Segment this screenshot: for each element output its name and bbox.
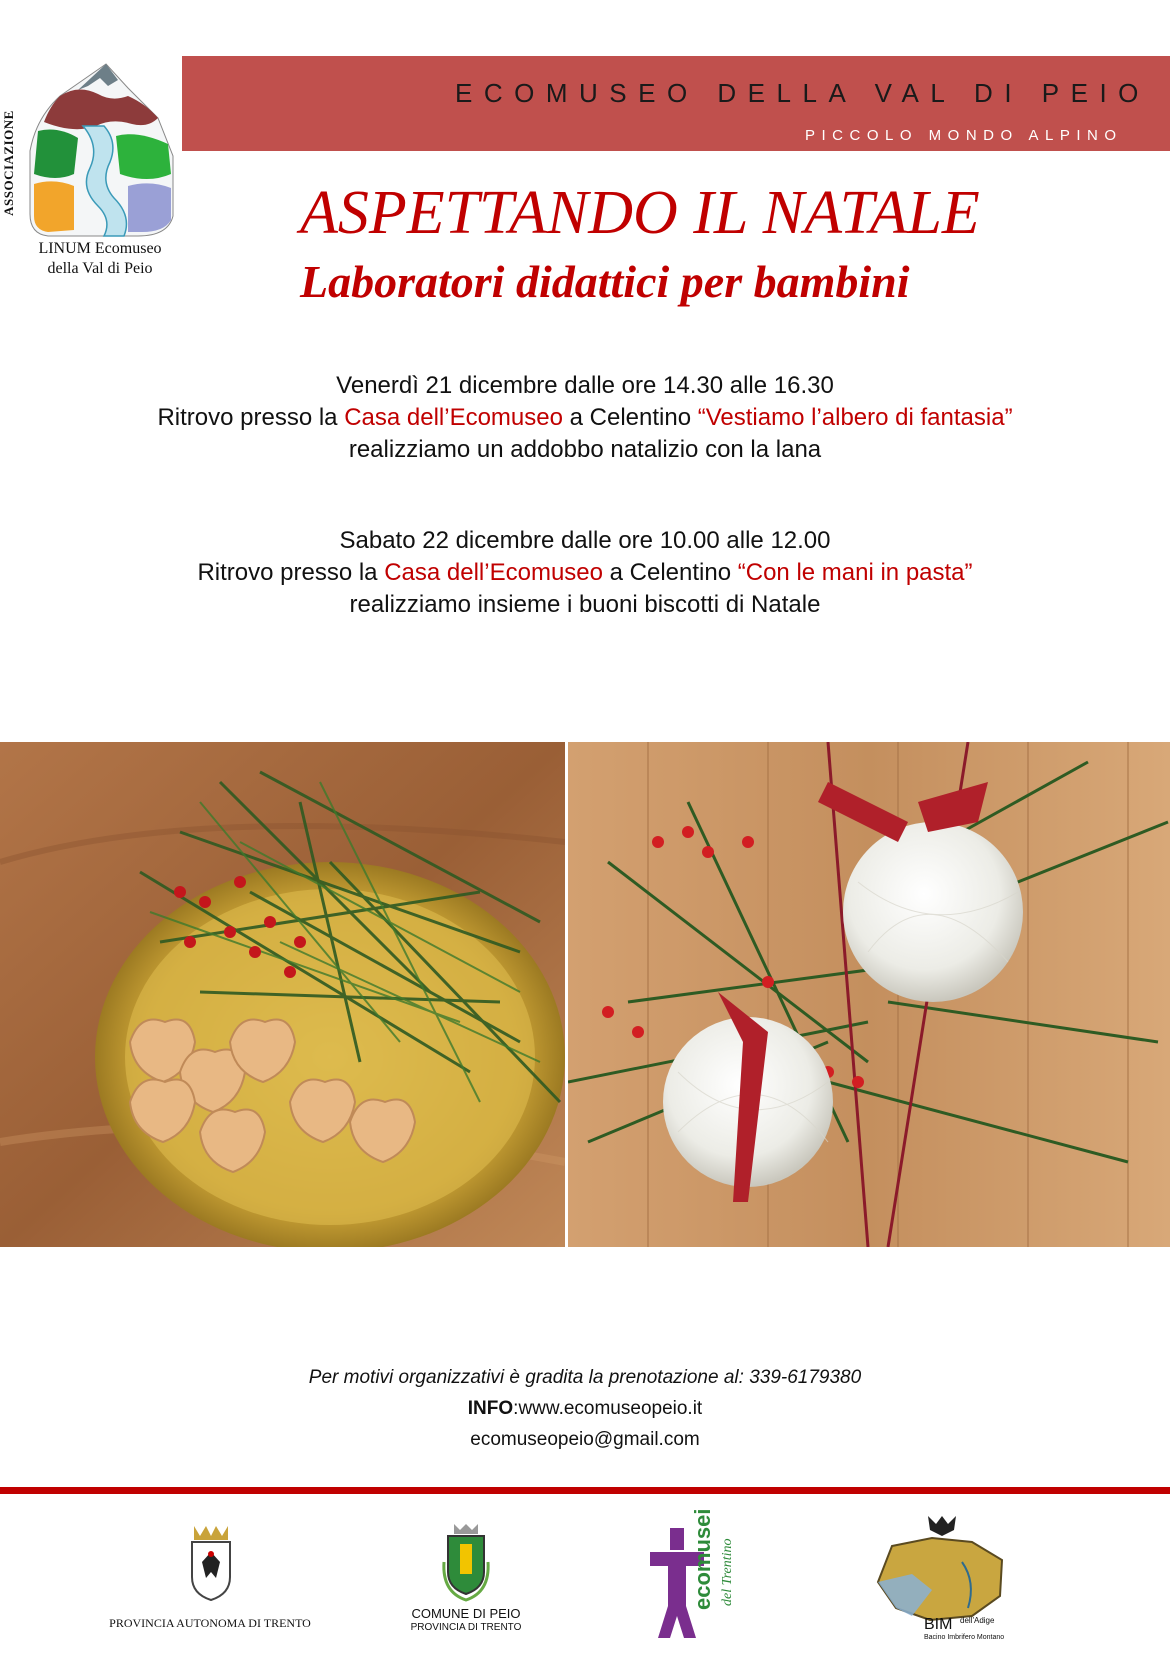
sponsor-3-caption2: del Trentino [720,1538,735,1606]
event-2-activity: “Con le mani in pasta” [737,559,973,586]
sponsor-1-caption: PROVINCIA AUTONOMA DI TRENTO [109,1616,311,1630]
email-text[interactable]: ecomuseopeio@gmail.com [470,1429,700,1450]
event-2-meet-mid: a Celentino [602,559,738,586]
bim-map-logo-icon [872,1512,1012,1632]
main-title: ASPETTANDO IL NATALE [300,179,980,247]
sponsor-4-caption: BIM [924,1616,953,1633]
event-1-date: Venerdì 21 dicembre dalle ore 14.30 alle 16.30 [336,372,834,399]
header-subtitle: PICCOLO MONDO ALPINO [805,127,1123,144]
event-2-description: realizziamo insieme i buoni biscotti di Natale [349,591,821,618]
sponsor-2-caption: COMUNE DI PEIO [411,1606,521,1621]
event-1-description: realizziamo un addobbo natalizio con la lana [348,436,822,463]
logo-text-line2: della Val di Peio [47,260,153,277]
footer-divider [0,1487,1170,1494]
info-line [0,1398,1170,1420]
event-2-place: Casa dell’Ecomuseo [384,559,603,586]
sponsor-4-caption2: dell'Adige [960,1616,995,1625]
event-2-date: Sabato 22 dicembre dalle ore 10.00 alle 12.00 [339,527,831,554]
booking-text: Per motivi organizzativi è gradita la prenotazione al: 339-6179380 [308,1367,862,1388]
linum-logo [8,56,178,246]
event-1-activity: “Vestiamo l’albero di fantasia” [697,404,1013,431]
event-2-meet-prefix: Ritrovo presso la [197,559,385,586]
sponsor-4-caption3: Bacino Imbrifero Montano [924,1634,1005,1641]
event-2-meeting [0,559,1170,587]
event-1-meet-mid: a Celentino [562,404,698,431]
photo-biscuits [0,742,565,1247]
peio-coat-of-arms-icon [438,1522,494,1602]
sub-title: Laboratori didattici per bambini [300,256,910,307]
sponsor-2-caption2: PROVINCIA DI TRENTO [410,1622,522,1633]
header-title: ECOMUSEO DELLA VAL DI PEIO [455,78,1150,108]
event-1-meeting [0,404,1170,432]
photo-ornaments [568,742,1170,1247]
logo-text-line1: LINUM Ecomuseo [38,240,162,257]
event-1-place: Casa dell’Ecomuseo [344,404,563,431]
logo-vertical-text: ASSOCIAZIONE [1,110,16,216]
trento-coat-of-arms-icon [186,1522,236,1602]
info-label: INFO [467,1398,514,1419]
sponsor-3-caption: ecomusei [690,1508,715,1610]
event-1-meet-prefix: Ritrovo presso la [157,404,345,431]
info-website[interactable]: :www.ecomuseopeio.it [513,1398,703,1419]
